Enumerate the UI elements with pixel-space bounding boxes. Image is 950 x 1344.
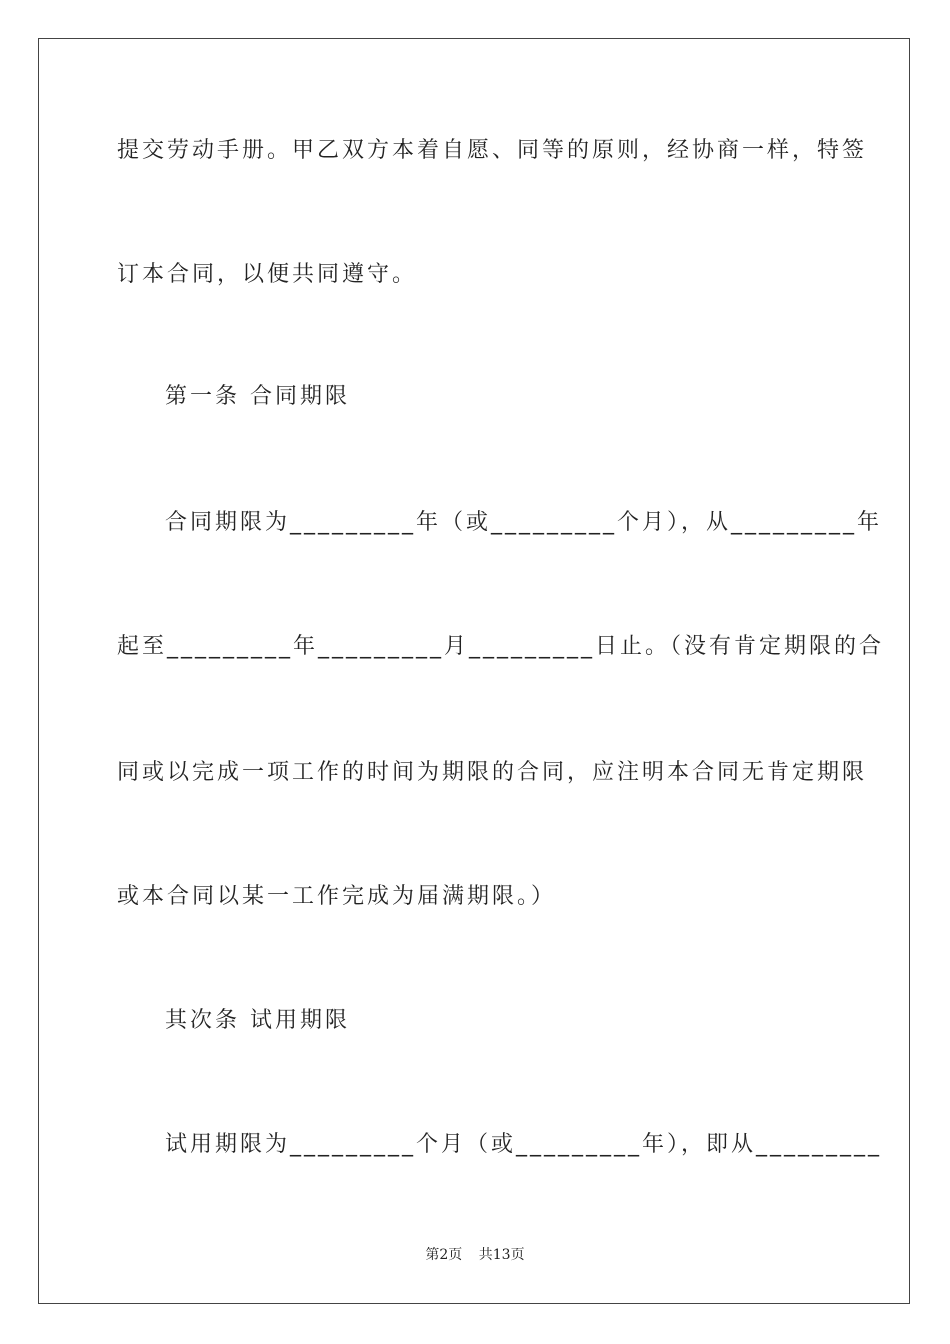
- page-number: 第2页: [425, 1247, 463, 1263]
- body-text-line-1: 提交劳动手册。甲乙双方本着自愿、同等的原则，经协商一样，特签: [117, 138, 868, 163]
- contract-term-line-3: 同或以完成一项工作的时间为期限的合同，应注明本合同无肯定期限: [117, 760, 868, 785]
- article-1-heading: 第一条 合同期限: [165, 384, 350, 409]
- contract-term-line-2: 起至_________年_________月_________日止。（没有肯定期限的合: [117, 634, 885, 659]
- contract-term-line-1: 合同期限为_________年（或_________个月），从_________年: [165, 510, 883, 535]
- body-text-line-2: 订本合同，以便共同遵守。: [117, 262, 418, 287]
- contract-term-line-4: 或本合同以某一工作完成为届满期限。）: [117, 884, 557, 909]
- page-footer: [0, 1244, 950, 1264]
- article-2-heading: 其次条 试用期限: [165, 1008, 350, 1033]
- probation-line-1: 试用期限为_________个月（或_________年），即从_________: [165, 1132, 883, 1157]
- page-border: [38, 38, 910, 1304]
- total-pages: 共13页: [478, 1247, 525, 1263]
